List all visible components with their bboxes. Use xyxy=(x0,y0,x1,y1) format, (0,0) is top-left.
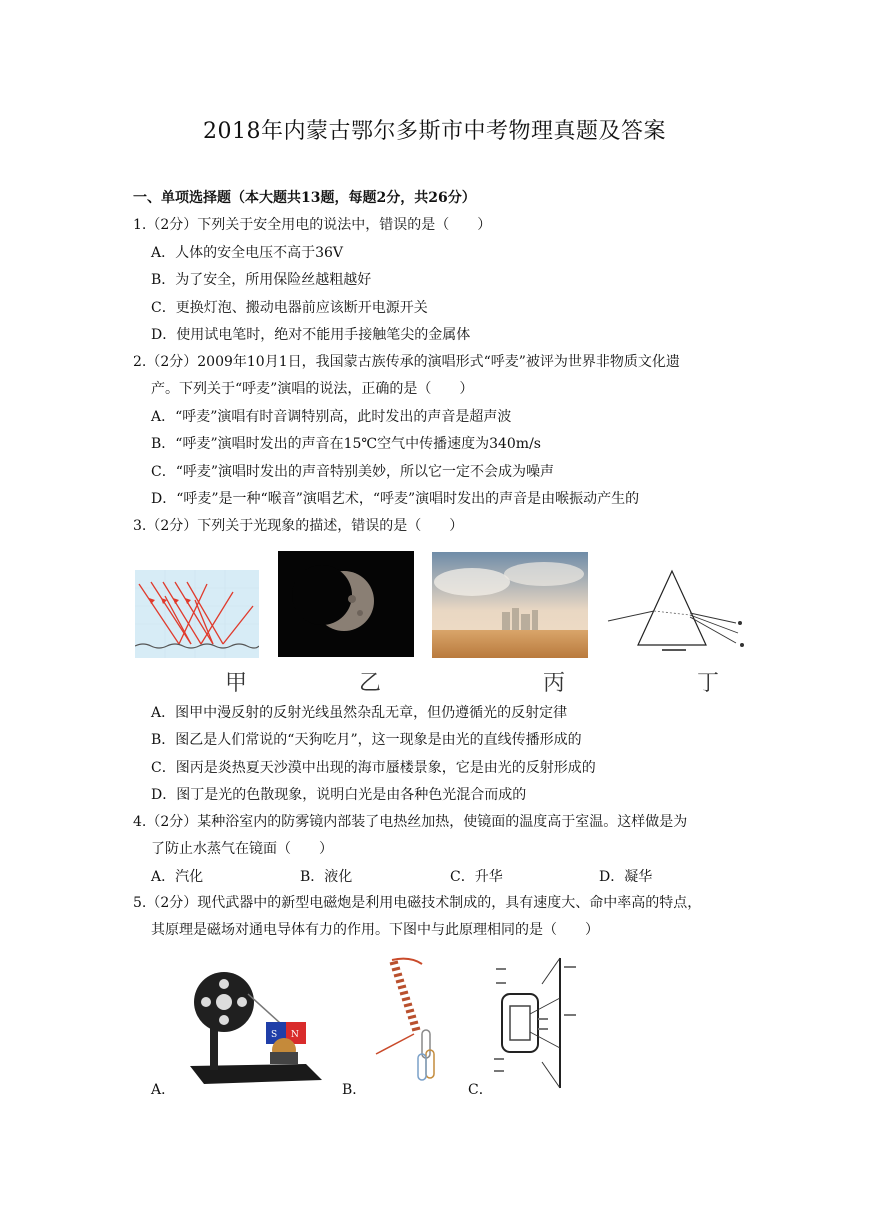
question-1-option-d: D．使用试电笔时，绝对不能用手接触笔尖的金属体 xyxy=(151,327,471,343)
question-1-option-c: C．更换灯泡、搬动电器前应该断开电源开关 xyxy=(151,300,428,316)
figure-diffuse-reflection xyxy=(135,570,259,658)
figure-lunar-eclipse xyxy=(278,551,414,657)
question-2-option-d: D．“呼麦”是一种“喉音”演唱艺术，“呼麦”演唱时发出的声音是由喉振动产生的 xyxy=(151,491,640,507)
question-4-option-c: C．升华 xyxy=(450,869,503,885)
section-heading: 一、单项选择题（本大题共13题，每题2分，共26分） xyxy=(133,190,476,206)
question-2-option-a: A．“呼麦”演唱有时音调特别高，此时发出的声音是超声波 xyxy=(151,409,512,425)
question-4-option-b: B．液化 xyxy=(300,869,353,885)
question-1-option-b: B．为了安全，所用保险丝越粗越好 xyxy=(151,272,372,288)
question-2-option-b: B．“呼麦”演唱时发出的声音在15℃空气中传播速度为340m/s xyxy=(151,436,541,452)
question-3-option-b: B．图乙是人们常说的“天狗吃月”，这一现象是由光的直线传播形成的 xyxy=(151,732,582,748)
question-1-stem: 1.（2分）下列关于安全用电的说法中，错误的是（ ） xyxy=(133,217,492,233)
svg-text:S: S xyxy=(271,1030,278,1040)
question-4-stem-cont: 了防止水蒸气在镜面（ ） xyxy=(151,841,333,857)
question-5-label-b: B． xyxy=(342,1082,367,1098)
question-2-stem: 2.（2分）2009年10月1日，我国蒙古族传承的演唱形式“呼麦”被评为世界非物质文化遗 xyxy=(133,354,680,370)
question-5-stem: 5.（2分）现代武器中的新型电磁炮是利用电磁技术制成的，具有速度大、命中率高的特点， xyxy=(133,895,702,911)
caption-yi: 乙 xyxy=(359,671,382,696)
caption-jia: 甲 xyxy=(225,671,248,696)
caption-bing: 丙 xyxy=(543,671,566,696)
question-5-label-c: C． xyxy=(468,1082,493,1098)
question-3-option-c: C．图丙是炎热夏天沙漠中出现的海市蜃楼景象，它是由光的反射形成的 xyxy=(151,760,596,776)
question-3-option-a: A．图甲中漫反射的反射光线虽然杂乱无章，但仍遵循光的反射定律 xyxy=(151,705,568,721)
question-3-option-d: D．图丁是光的色散现象，说明白光是由各种色光混合而成的 xyxy=(151,787,527,803)
question-5-label-a: A． xyxy=(151,1082,176,1098)
question-2-option-c: C．“呼麦”演唱时发出的声音特别美妙，所以它一定不会成为噪声 xyxy=(151,464,555,480)
question-4-option-d: D．凝华 xyxy=(599,869,653,885)
caption-ding: 丁 xyxy=(697,671,720,696)
question-4-stem: 4.（2分）某种浴室内的防雾镜内部装了电热丝加热，使镜面的温度高于室温。这样做是为 xyxy=(133,814,688,830)
figure-prism-dispersion xyxy=(606,567,750,655)
question-5-stem-cont: 其原理是磁场对通电导体有力的作用。下图中与此原理相同的是（ ） xyxy=(151,922,599,938)
question-3-stem: 3.（2分）下列关于光现象的描述，错误的是（ ） xyxy=(133,518,464,534)
figure-electromagnet-clips xyxy=(370,954,450,1088)
question-2-stem-cont: 产。下列关于“呼麦”演唱的说法，正确的是（ ） xyxy=(151,381,474,397)
figure-motor-model xyxy=(186,968,326,1090)
svg-text:N: N xyxy=(291,1030,299,1040)
figure-desert-mirage xyxy=(432,552,588,658)
page-title: 2018年内蒙古鄂尔多斯市中考物理真题及答案 xyxy=(203,119,666,144)
question-4-option-a: A．汽化 xyxy=(151,869,204,885)
figure-speaker-diagram xyxy=(492,954,588,1092)
question-1-option-a: A．人体的安全电压不高于36V xyxy=(151,245,344,261)
